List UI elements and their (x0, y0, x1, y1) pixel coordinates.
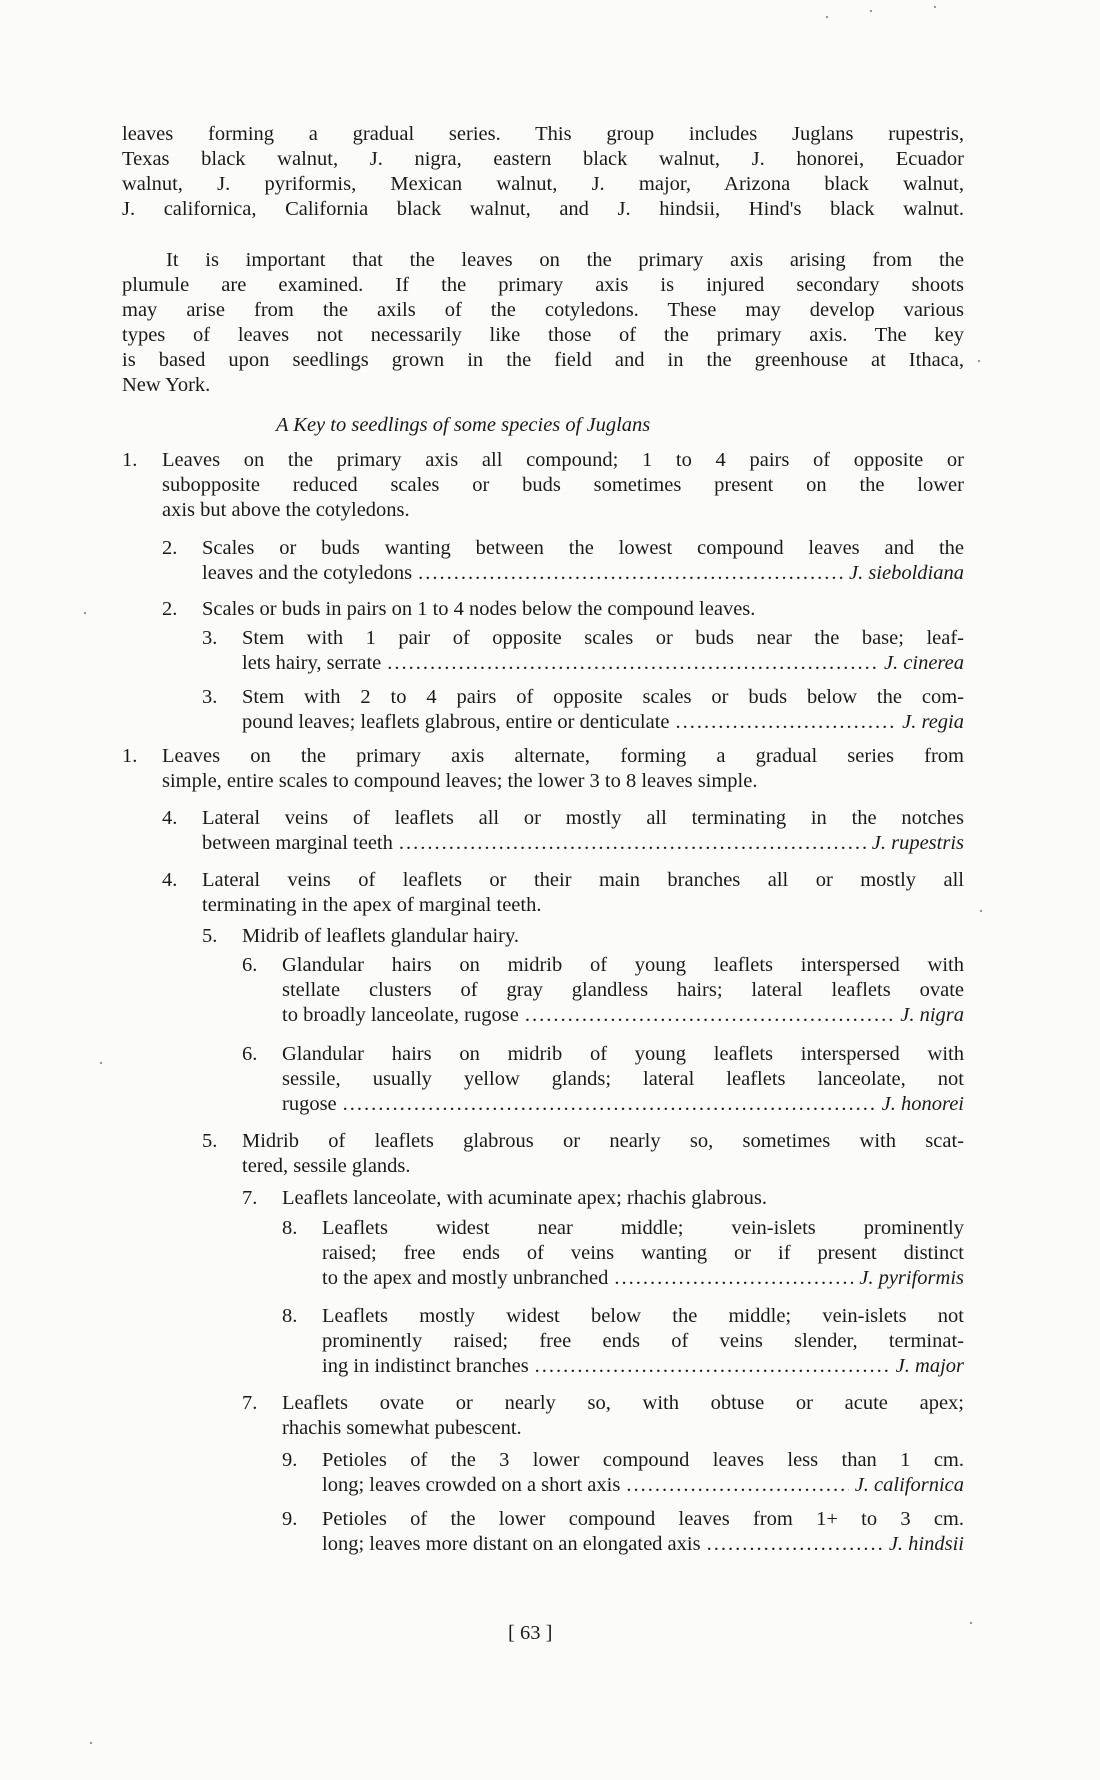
key-title: A Key to seedlings of some species of Juglans (276, 414, 651, 436)
dot-leader (707, 1530, 883, 1558)
text-line: to the apex and mostly unbranched (322, 1267, 609, 1289)
species-name: J. honorei (881, 1093, 964, 1115)
scan-speck (870, 10, 872, 12)
text-line: Scales or buds in pairs on 1 to 4 nodes below the compound leaves. (202, 598, 756, 620)
key-entry-number: 7. (242, 1392, 258, 1414)
key-lead-line (242, 708, 964, 736)
key-entry (162, 804, 964, 854)
scan-speck (826, 16, 828, 18)
text-line: long; leaves more distant on an elongated axis (322, 1533, 701, 1555)
page-number: [ 63 ] (508, 1622, 553, 1644)
key-entry (162, 534, 964, 584)
species-name: J. regia (902, 711, 964, 733)
key-entry-number: 3. (202, 627, 218, 649)
text-line: Texas black walnut, J. nigra, eastern black walnut, J. honorei, Ecuador (122, 148, 964, 170)
text-line: Midrib of leaflets glabrous or nearly so, sometimes with scat- (242, 1130, 964, 1152)
text-line: sessile, usually yellow glands; lateral leaflets lanceolate, not (282, 1068, 964, 1090)
key-entry (242, 951, 964, 1026)
key-entry (242, 1389, 964, 1439)
key-entry (202, 683, 964, 733)
key-entry (282, 1214, 964, 1289)
dot-leader (535, 1352, 890, 1380)
text-line: pound leaves; leaflets glabrous, entire or denticulate (242, 711, 670, 733)
text-line: axis but above the cotyledons. (162, 499, 410, 521)
text-line: Leaflets lanceolate, with acuminate apex; rhachis glabrous. (282, 1187, 767, 1209)
dot-leader (399, 829, 866, 857)
key-entry (282, 1446, 964, 1496)
key-entry (242, 1040, 964, 1115)
key-entry-number: 4. (162, 807, 178, 829)
key-entry-number: 4. (162, 869, 178, 891)
text-line: Midrib of leaflets glandular hairy. (242, 925, 520, 947)
key-entry-number: 1. (122, 745, 138, 767)
text-line: walnut, J. pyriformis, Mexican walnut, J. major, Arizona black walnut, (122, 173, 964, 195)
text-line: Scales or buds wanting between the lowest compound leaves and the (202, 537, 964, 559)
text-line: Leaves on the primary axis all compound; 1 to 4 pairs of opposite or (162, 449, 964, 471)
species-name: J. rupestris (871, 832, 964, 854)
species-name: J. cinerea (883, 652, 964, 674)
key-entry-number: 5. (202, 925, 218, 947)
key-entry (242, 1184, 964, 1209)
text-line: Lateral veins of leaflets all or mostly all terminating in the notches (202, 807, 964, 829)
species-name: J. californica (854, 1474, 964, 1496)
text-line: leaves forming a gradual series. This group includes Juglans rupestris, (122, 123, 964, 145)
dot-leader (525, 1001, 894, 1029)
key-lead-line (282, 1090, 964, 1118)
key-entry-number: 9. (282, 1508, 298, 1530)
species-name: J. major (895, 1355, 964, 1377)
key-entry (282, 1302, 964, 1377)
text-line: tered, sessile glands. (242, 1155, 411, 1177)
key-lead-line (322, 1264, 964, 1292)
text-line: Leaflets widest near middle; vein-islets prominently (322, 1217, 964, 1239)
key-entry-number: 7. (242, 1187, 258, 1209)
text-line: rhachis somewhat pubescent. (282, 1417, 522, 1439)
scan-speck (934, 6, 936, 8)
scan-speck (90, 1742, 92, 1744)
key-lead-line (322, 1530, 964, 1558)
key-entry-number: 8. (282, 1305, 298, 1327)
key-lead-line (242, 649, 964, 677)
text-line: Stem with 2 to 4 pairs of opposite scales or buds below the com- (242, 686, 964, 708)
text-line: between marginal teeth (202, 832, 393, 854)
dot-leader (614, 1264, 853, 1292)
text-line: simple, entire scales to compound leaves; the lower 3 to 8 leaves simple. (162, 770, 758, 792)
text-line: plumule are examined. If the primary axis is injured secondary shoots (122, 274, 964, 296)
key-entry-number: 2. (162, 537, 178, 559)
key-entry (202, 1127, 964, 1177)
key-lead-line (322, 1471, 964, 1499)
dot-leader (387, 649, 878, 677)
dot-leader (626, 1471, 848, 1499)
text-line: stellate clusters of gray glandless hairs; lateral leaflets ovate (282, 979, 964, 1001)
species-name: J. pyriformis (859, 1267, 964, 1289)
text-line: Leaflets mostly widest below the middle; vein-islets not (322, 1305, 964, 1327)
key-lead-line (202, 829, 964, 857)
dot-leader (418, 559, 843, 587)
key-entry (122, 742, 964, 792)
text-line: long; leaves crowded on a short axis (322, 1474, 621, 1496)
scan-speck (980, 910, 982, 912)
key-lead-line (282, 1001, 964, 1029)
scan-speck (978, 360, 980, 362)
text-line: may arise from the axils of the cotyledons. These may develop various (122, 299, 964, 321)
text-line: Lateral veins of leaflets or their main branches all or mostly all (202, 869, 964, 891)
key-entry-number: 8. (282, 1217, 298, 1239)
key-entry (282, 1505, 964, 1555)
key-entry-number: 6. (242, 954, 258, 976)
text-line: Glandular hairs on midrib of young leaflets interspersed with (282, 1043, 964, 1065)
key-lead-line (202, 559, 964, 587)
text-line: terminating in the apex of marginal teeth. (202, 894, 542, 916)
species-name: J. hindsii (888, 1533, 964, 1555)
key-entry (202, 922, 964, 947)
key-entry-number: 2. (162, 598, 178, 620)
text-line: Petioles of the lower compound leaves from 1+ to 3 cm. (322, 1508, 964, 1530)
text-line: New York. (122, 374, 211, 396)
text-line: is based upon seedlings grown in the field and in the greenhouse at Ithaca, (122, 349, 964, 371)
key-entry-number: 6. (242, 1043, 258, 1065)
dot-leader (343, 1090, 876, 1118)
key-entry-number: 5. (202, 1130, 218, 1152)
text-line: prominently raised; free ends of veins slender, terminat- (322, 1330, 964, 1352)
key-entry (162, 595, 964, 620)
key-lead-line (322, 1352, 964, 1380)
species-name: J. nigra (900, 1004, 964, 1026)
scan-speck (84, 612, 86, 614)
key-entry (202, 624, 964, 674)
text-line: subopposite reduced scales or buds sometimes present on the lower (162, 474, 964, 496)
text-line: Petioles of the 3 lower compound leaves less than 1 cm. (322, 1449, 964, 1471)
text-line: ing in indistinct branches (322, 1355, 529, 1377)
text-line: It is important that the leaves on the primary axis arising from the (166, 249, 964, 271)
key-entry-number: 3. (202, 686, 218, 708)
text-line: rugose (282, 1093, 337, 1115)
key-entry-number: 1. (122, 449, 138, 471)
key-entry (122, 446, 964, 521)
text-line: types of leaves not necessarily like those of the primary axis. The key (122, 324, 964, 346)
text-line: Leaflets ovate or nearly so, with obtuse or acute apex; (282, 1392, 964, 1414)
key-entry-number: 9. (282, 1449, 298, 1471)
text-line: Glandular hairs on midrib of young leaflets interspersed with (282, 954, 964, 976)
text-line: Stem with 1 pair of opposite scales or buds near the base; leaf- (242, 627, 964, 649)
species-name: J. sieboldiana (848, 562, 964, 584)
text-line: Leaves on the primary axis alternate, forming a gradual series from (162, 745, 964, 767)
text-line: raised; free ends of veins wanting or if present distinct (322, 1242, 964, 1264)
text-line: lets hairy, serrate (242, 652, 382, 674)
scan-speck (100, 1062, 102, 1064)
dot-leader (676, 708, 897, 736)
text-line: leaves and the cotyledons (202, 562, 413, 584)
key-entry (162, 866, 964, 916)
text-line: to broadly lanceolate, rugose (282, 1004, 519, 1026)
scan-speck (970, 1622, 972, 1624)
text-line: J. californica, California black walnut, and J. hindsii, Hind's black walnut. (122, 198, 964, 220)
